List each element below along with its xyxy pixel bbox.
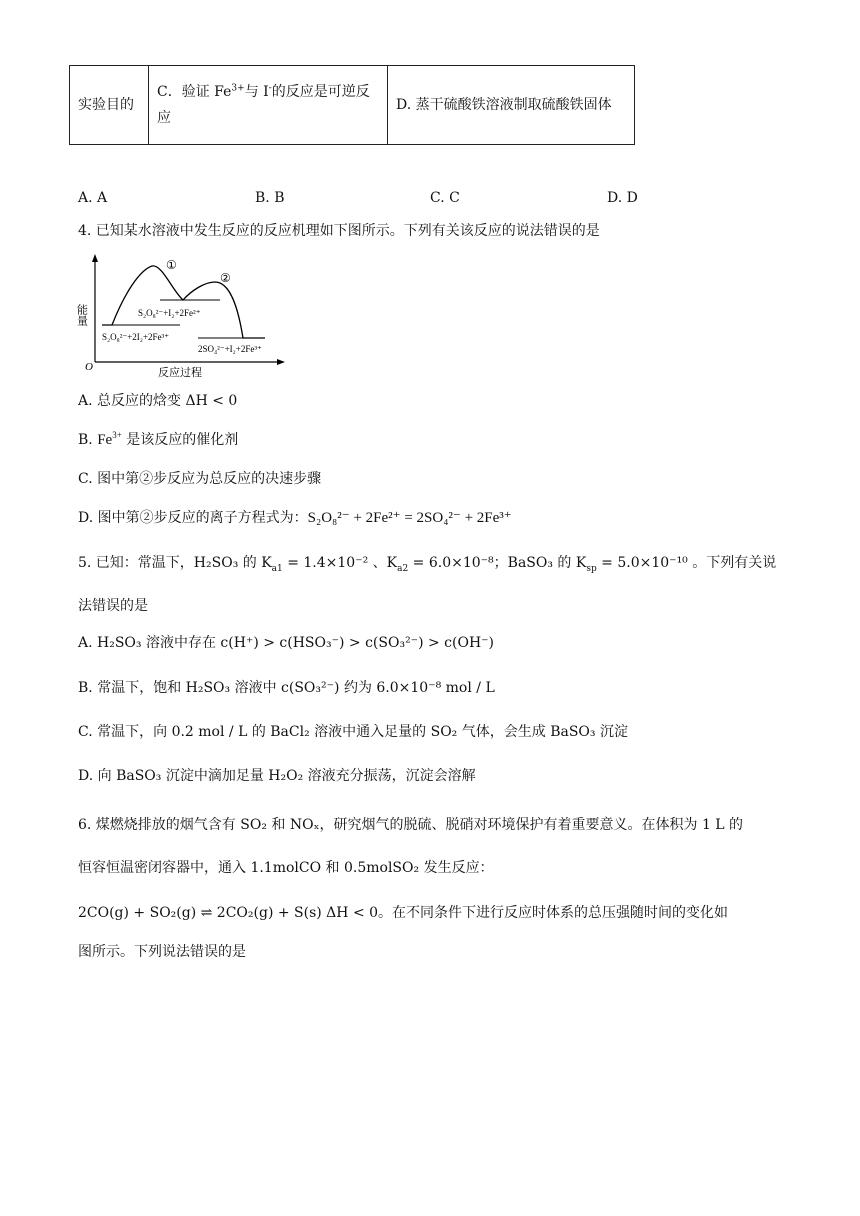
y-axis-arrow bbox=[92, 254, 98, 262]
q6-line2: 恒容恒温密闭容器中，通入 1.1molCO 和 0.5molSO₂ 发生反应： bbox=[78, 860, 494, 876]
x-axis-arrow bbox=[277, 359, 285, 365]
q4-b-prefix: B. bbox=[78, 432, 93, 448]
q5-option-b: B. 常温下，饱和 H₂SO₃ 溶液中 c(SO₃²⁻) 约为 6.0×10⁻⁸ mol / L bbox=[78, 680, 495, 696]
q4-b-rest: 是该反应的催化剂 bbox=[126, 432, 239, 448]
cell-d-text: D. 蒸干硫酸铁溶液制取硫酸铁固体 bbox=[396, 97, 612, 113]
cell-c-mid: 与 I bbox=[244, 84, 269, 100]
x-axis-label: 反应过程 bbox=[158, 366, 202, 379]
q3-option-b: B. B bbox=[255, 190, 285, 206]
q5-stem-part1: 5. 已知：常温下，H₂SO₃ 的 K bbox=[78, 555, 272, 571]
q5-option-d: D. 向 BaSO₃ 沉淀中滴加足量 H₂O₂ 溶液充分振荡，沉淀会溶解 bbox=[78, 768, 476, 784]
q4-option-a: A. 总反应的焓变 ΔH < 0 bbox=[78, 393, 238, 409]
y-axis-label: 能量 bbox=[75, 304, 89, 326]
cell-c-sup: 3+ bbox=[231, 83, 245, 94]
ksp-value: = 5.0×10⁻¹⁰ 。下列有关说 bbox=[596, 555, 777, 571]
ka2-value: = 6.0×10⁻⁸；BaSO₃ 的 K bbox=[408, 555, 587, 571]
row-label-cell bbox=[70, 66, 149, 145]
q4-b-ion bbox=[97, 432, 122, 448]
origin-label: O bbox=[85, 361, 93, 373]
q4-d-prefix: D. 图中第②步反应的离子方程式为： bbox=[78, 510, 308, 526]
option-c-cell bbox=[149, 66, 388, 145]
q3-option-d: D. D bbox=[607, 190, 638, 206]
cell-c-rest: 的反应是可逆反 bbox=[271, 84, 370, 100]
option-d-cell bbox=[388, 66, 635, 145]
cell-c-text: C．验证 Fe bbox=[157, 84, 232, 100]
ka1-value: = 1.4×10⁻² 、K bbox=[282, 555, 398, 571]
q6-line3: 2CO(g) + SO₂(g) ⇌ 2CO₂(g) + S(s) ΔH < 0。在不同条件下进行反应时体系的总压强随时间的变化如 bbox=[78, 905, 729, 921]
q3-option-c: C. C bbox=[430, 190, 460, 206]
row-label: 实验目的 bbox=[78, 97, 134, 113]
q5-option-a: A. H₂SO₃ 溶液中存在 c(H⁺) > c(HSO₃⁻) > c(SO₃²⁻) > c(OH⁻) bbox=[78, 635, 495, 651]
level-mid-label: S₂O₈²⁻+I₂+2Fe²⁺ bbox=[138, 308, 201, 318]
q4-d-equation: S₂O₈²⁻ + 2Fe²⁺ = 2SO₄²⁻ + 2Fe³⁺ bbox=[307, 510, 512, 526]
q4-stem: 4. 已知某水溶液中发生反应的反应机理如下图所示。下列有关该反应的说法错误的是 bbox=[78, 223, 600, 239]
cell-c-sup2: - bbox=[268, 83, 272, 94]
level-end-label: 2SO₄²⁻+I₂+2Fe³⁺ bbox=[198, 344, 262, 354]
q4-b-ion-charge: 3+ bbox=[112, 430, 122, 440]
ka1-sub: a1 bbox=[271, 563, 283, 574]
q5-stem-line2: 法错误的是 bbox=[78, 598, 148, 614]
experiment-table bbox=[69, 65, 635, 145]
q4-option-d bbox=[78, 508, 512, 528]
energy-curve bbox=[102, 266, 265, 338]
q3-option-a: A. A bbox=[78, 190, 108, 206]
q6-line4: 图所示。下列说法错误的是 bbox=[78, 944, 246, 960]
table-row bbox=[70, 66, 635, 145]
step-2-label: ② bbox=[220, 271, 231, 285]
q4-b-ion-symbol: Fe bbox=[97, 432, 113, 448]
step-1-label: ① bbox=[166, 258, 177, 272]
q6-line1: 6. 煤燃烧排放的烟气含有 SO₂ 和 NOₓ，研究烟气的脱硫、脱硝对环境保护有着重要意义。在体积为 1 L 的 bbox=[78, 817, 744, 833]
q5-option-c: C. 常温下，向 0.2 mol / L 的 BaCl₂ 溶液中通入足量的 SO₂ 气体，会生成 BaSO₃ 沉淀 bbox=[78, 724, 628, 740]
ka2-sub: a2 bbox=[397, 563, 409, 574]
energy-diagram bbox=[75, 252, 290, 380]
ksp-sub: sp bbox=[586, 563, 597, 574]
q5-stem-line1 bbox=[78, 553, 776, 573]
q4-option-c: C. 图中第②步反应为总反应的决速步骤 bbox=[78, 471, 322, 487]
level-start-label: S₂O₈²⁻+2I₂+2Fe³⁺ bbox=[102, 332, 169, 342]
q4-option-b bbox=[78, 430, 238, 450]
cell-c-line2: 应 bbox=[157, 110, 171, 126]
